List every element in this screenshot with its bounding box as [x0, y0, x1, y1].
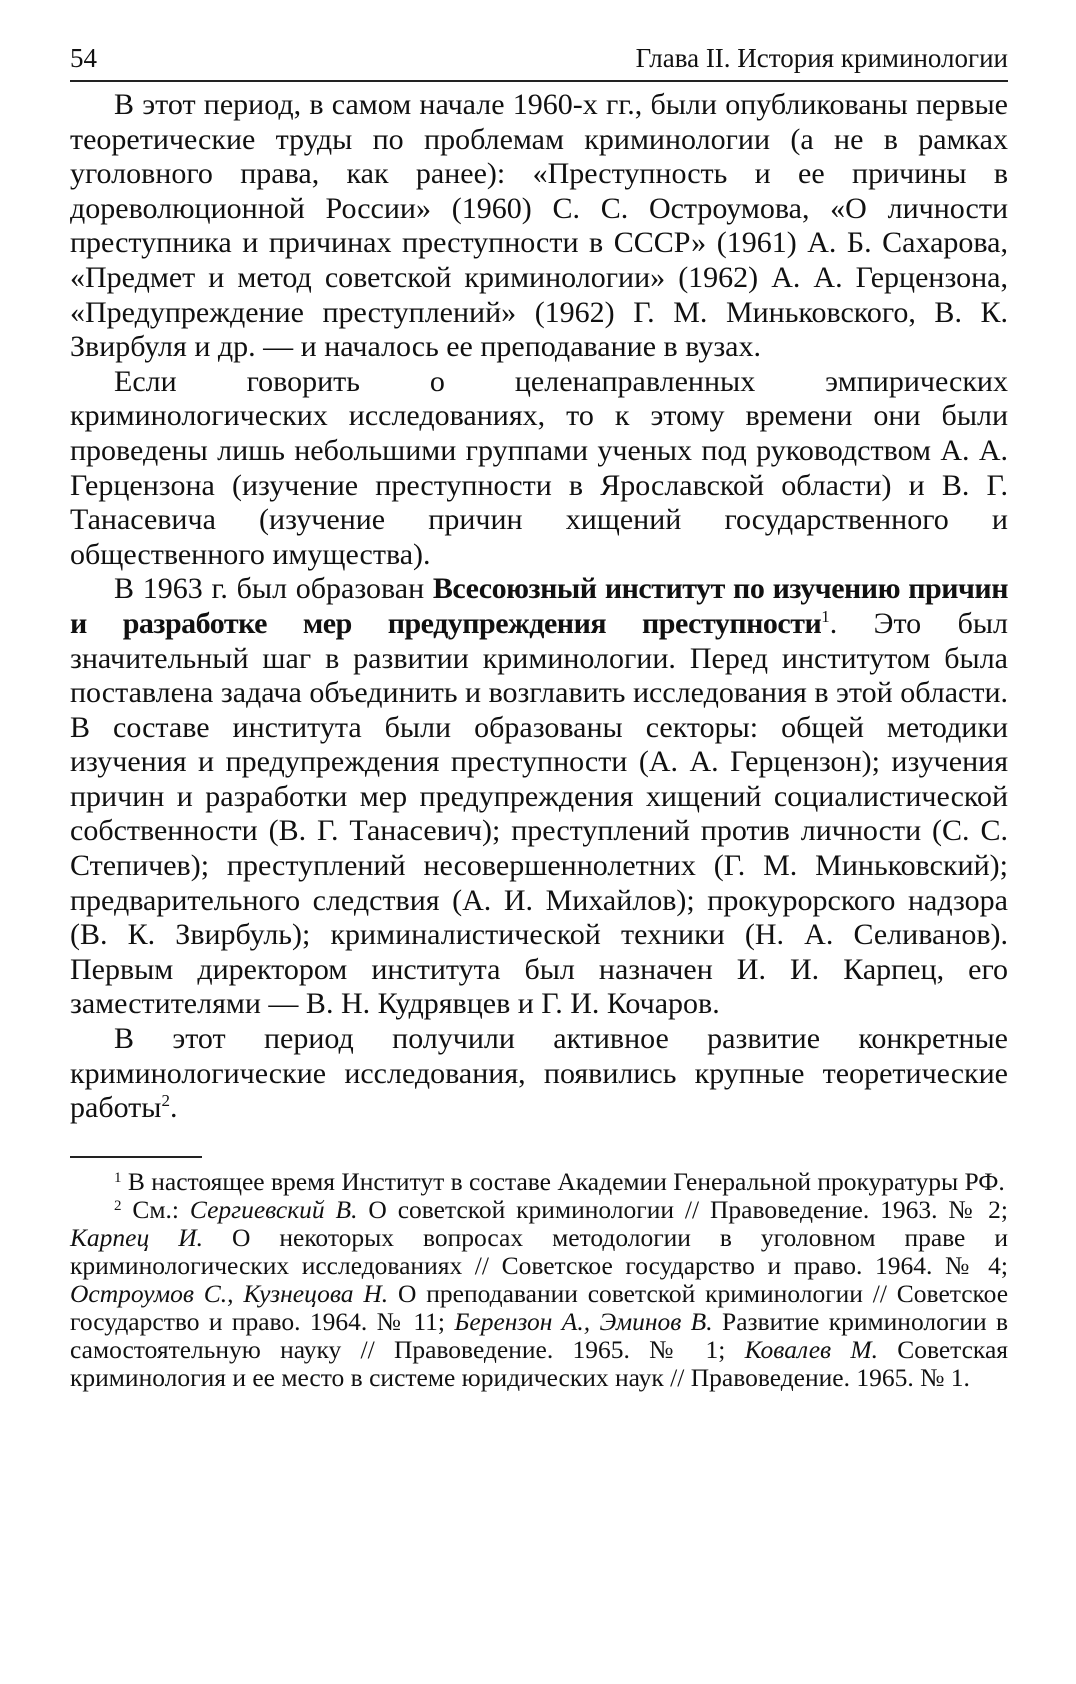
main-text: [70, 88, 1008, 1126]
footnote-1-number: 1: [114, 1169, 122, 1186]
footnote-2-author-c: Остроумов С., Кузнецова Н.: [70, 1278, 389, 1308]
footnote-2-part-f: Советская криминология и ее место в системе юридических наук // Правоведение. 1965. № 1.: [70, 1334, 1008, 1392]
footnote-2-author-a: Сергиевский В.: [189, 1194, 358, 1224]
paragraph-4: [70, 1022, 1008, 1126]
footnote-2-author-e: Ковалев М.: [744, 1334, 878, 1364]
paragraph-4-text: В этот период получили активное развитие конкретные криминологические исследования, появились крупные теоретические работы: [70, 1022, 1008, 1125]
footnote-1-text: В настоящее время Институт в составе Академии Генеральной прокуратуры РФ.: [121, 1166, 1005, 1196]
running-header: [70, 38, 1008, 82]
footnote-separator: [70, 1156, 202, 1158]
footnote-ref-1: 1: [821, 606, 830, 626]
paragraph-3: [70, 572, 1008, 1022]
footnote-2-part-a: См.:: [121, 1194, 190, 1224]
paragraph-2: Если говорить о целенаправленных эмпирических криминологических исследованиях, то к этому времени они были проведены лишь небольшими группами ученых под руководством А. А. Герцензона (изучение преступности в Ярославской области) и В. Г. Танасевича (изучение причин хищений государственного и общественного имущества).: [70, 364, 1008, 571]
paragraph-3-rest: . Это был значительный шаг в развитии криминологии. Перед институтом была поставлена задача объединить и возглавить исследования в этой области. В составе института были образованы секторы: общей методики изучения и предупреждения преступности (А. А. Герцензон); изучения причин и разработки мер предупреждения хищений социалистической собственности (В. Г. Танасевич); преступлений против личности (С. С. Степичев); преступлений несовершеннолетних (Г. М. Миньковский); предварительного следствия (А. И. Михайлов); прокурорского надзора (В. К. Звирбуль); криминалистической техники (Н. А. Селиванов). Первым директором института был назначен И. И. Карпец, его заместителями — В. Н. Кудрявцев и Г. И. Кочаров.: [70, 606, 1008, 1021]
footnote-2-author-d: Берензон А., Эминов В.: [454, 1306, 713, 1336]
paragraph-1: В этот период, в самом начале 1960-х гг., были опубликованы первые теоретические труды по проблемам криминологии (а не в рамках уголовного права, как ранее): «Преступность и ее причины в дореволюционной России» (1960) С. С. Остроумова, «О личности преступника и причинах преступности в СССР» (1961) А. Б. Сахарова, «Предмет и метод советской криминологии» (1962) А. А. Герцензона, «Предупреждение преступлений» (1962) Г. М. Миньковского, В. К. Звирбуля и др. — и началось ее преподавание в вузах.: [70, 88, 1008, 364]
paragraph-3-start: В 1963 г. был образован: [114, 572, 433, 606]
footnote-1: [70, 1168, 1008, 1196]
footnote-2-part-b: О советской криминологии // Правоведение. 1963. № 2;: [357, 1194, 1008, 1224]
footnote-2-author-b: Карпец И.: [70, 1222, 204, 1252]
chapter-title: Глава II. История криминологии: [635, 43, 1008, 73]
page-number: 54: [70, 43, 97, 73]
paragraph-4-end: .: [169, 1091, 178, 1125]
footnote-2: [70, 1196, 1008, 1392]
footnote-2-part-e: Развитие криминологии в самостоятельную науку // Правоведение. 1965. № 1;: [70, 1306, 1009, 1364]
footnote-2-part-d: О преподавании советской криминологии // Советское государство и право. 1964. № 11;: [70, 1278, 1009, 1336]
footnote-2-number: 2: [114, 1197, 122, 1214]
footnote-2-part-c: О некоторых вопросах методологии в уголовном праве и криминологических исследованиях // Советское государство и право. 1964. № 4;: [70, 1222, 1008, 1280]
footnotes: [70, 1168, 1008, 1392]
footnote-ref-2: 2: [161, 1091, 170, 1111]
institute-name: Всесоюзный институт по изучению причин и разработке мер предупреждения преступности: [70, 572, 1008, 640]
book-page: [70, 38, 1008, 1392]
